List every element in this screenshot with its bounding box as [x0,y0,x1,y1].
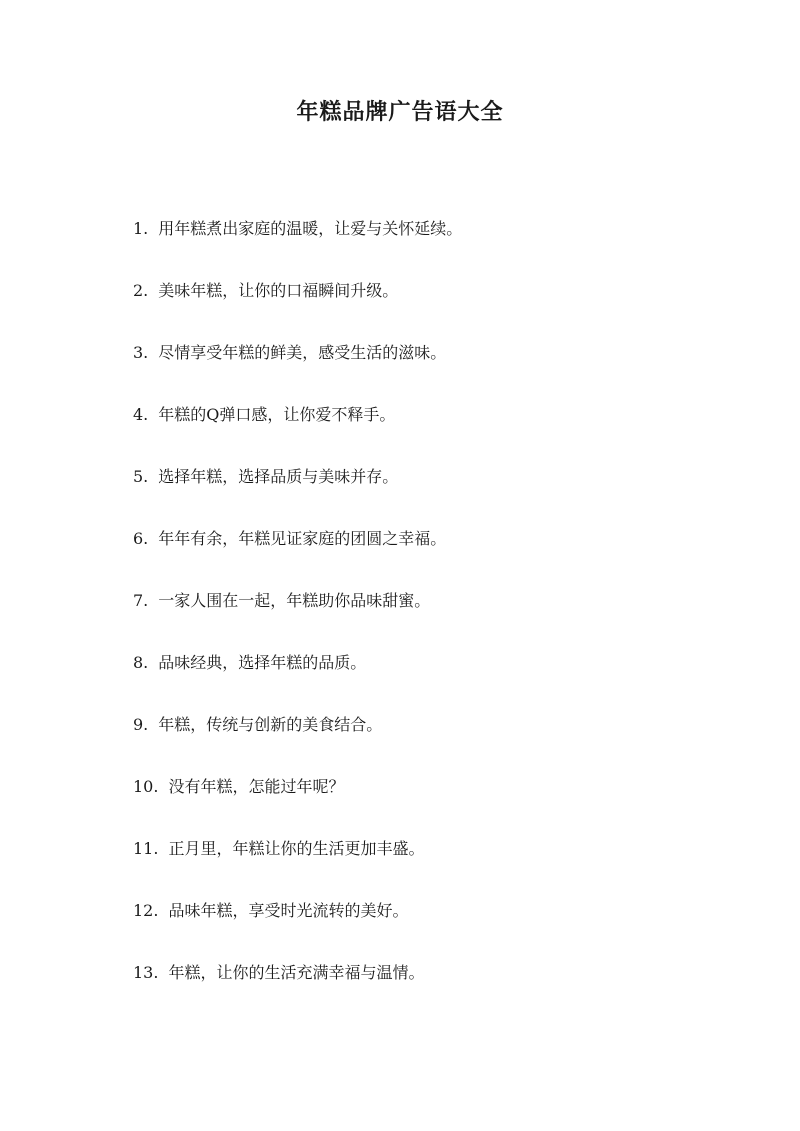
list-item [133,212,753,274]
item-text: 尽情享受年糕的鲜美，感受生活的滋味。 [158,343,447,362]
list-item [133,956,753,1018]
item-text: 没有年糕，怎能过年呢？ [168,777,345,796]
item-number: 13. [133,963,159,982]
item-text: 年糕，传统与创新的美食结合。 [158,715,383,734]
item-text: 年糕，让你的生活充满幸福与温情。 [168,963,425,982]
item-number: 7. [133,591,149,610]
item-text: 一家人围在一起，年糕助你品味甜蜜。 [158,591,431,610]
item-text: 品味年糕，享受时光流转的美好。 [168,901,409,920]
item-number: 2. [133,281,149,300]
list-item [133,584,753,646]
item-number: 6. [133,529,149,548]
list-item [133,832,753,894]
item-text: 用年糕煮出家庭的温暖，让爱与关怀延续。 [158,219,463,238]
item-text: 美味年糕，让你的口福瞬间升级。 [158,281,399,300]
list-item [133,770,753,832]
list-item [133,708,753,770]
item-text: 选择年糕，选择品质与美味并存。 [158,467,399,486]
item-number: 11. [133,839,159,858]
list-item [133,522,753,584]
item-number: 1. [133,219,149,238]
list-item [133,274,753,336]
item-text: 品味经典，选择年糕的品质。 [158,653,367,672]
slogan-list [133,212,753,1018]
item-text: 年糕的Q弹口感，让你爱不释手。 [158,405,396,424]
item-number: 3. [133,343,149,362]
item-number: 4. [133,405,149,424]
list-item [133,336,753,398]
list-item [133,398,753,460]
item-number: 12. [133,901,159,920]
item-number: 8. [133,653,149,672]
list-item [133,894,753,956]
item-text: 正月里，年糕让你的生活更加丰盛。 [168,839,425,858]
item-number: 9. [133,715,149,734]
item-number: 5. [133,467,149,486]
list-item [133,646,753,708]
list-item [133,460,753,522]
item-number: 10. [133,777,159,796]
item-text: 年年有余，年糕见证家庭的团圆之幸福。 [158,529,447,548]
document-title: 年糕品牌广告语大全 [296,99,504,125]
